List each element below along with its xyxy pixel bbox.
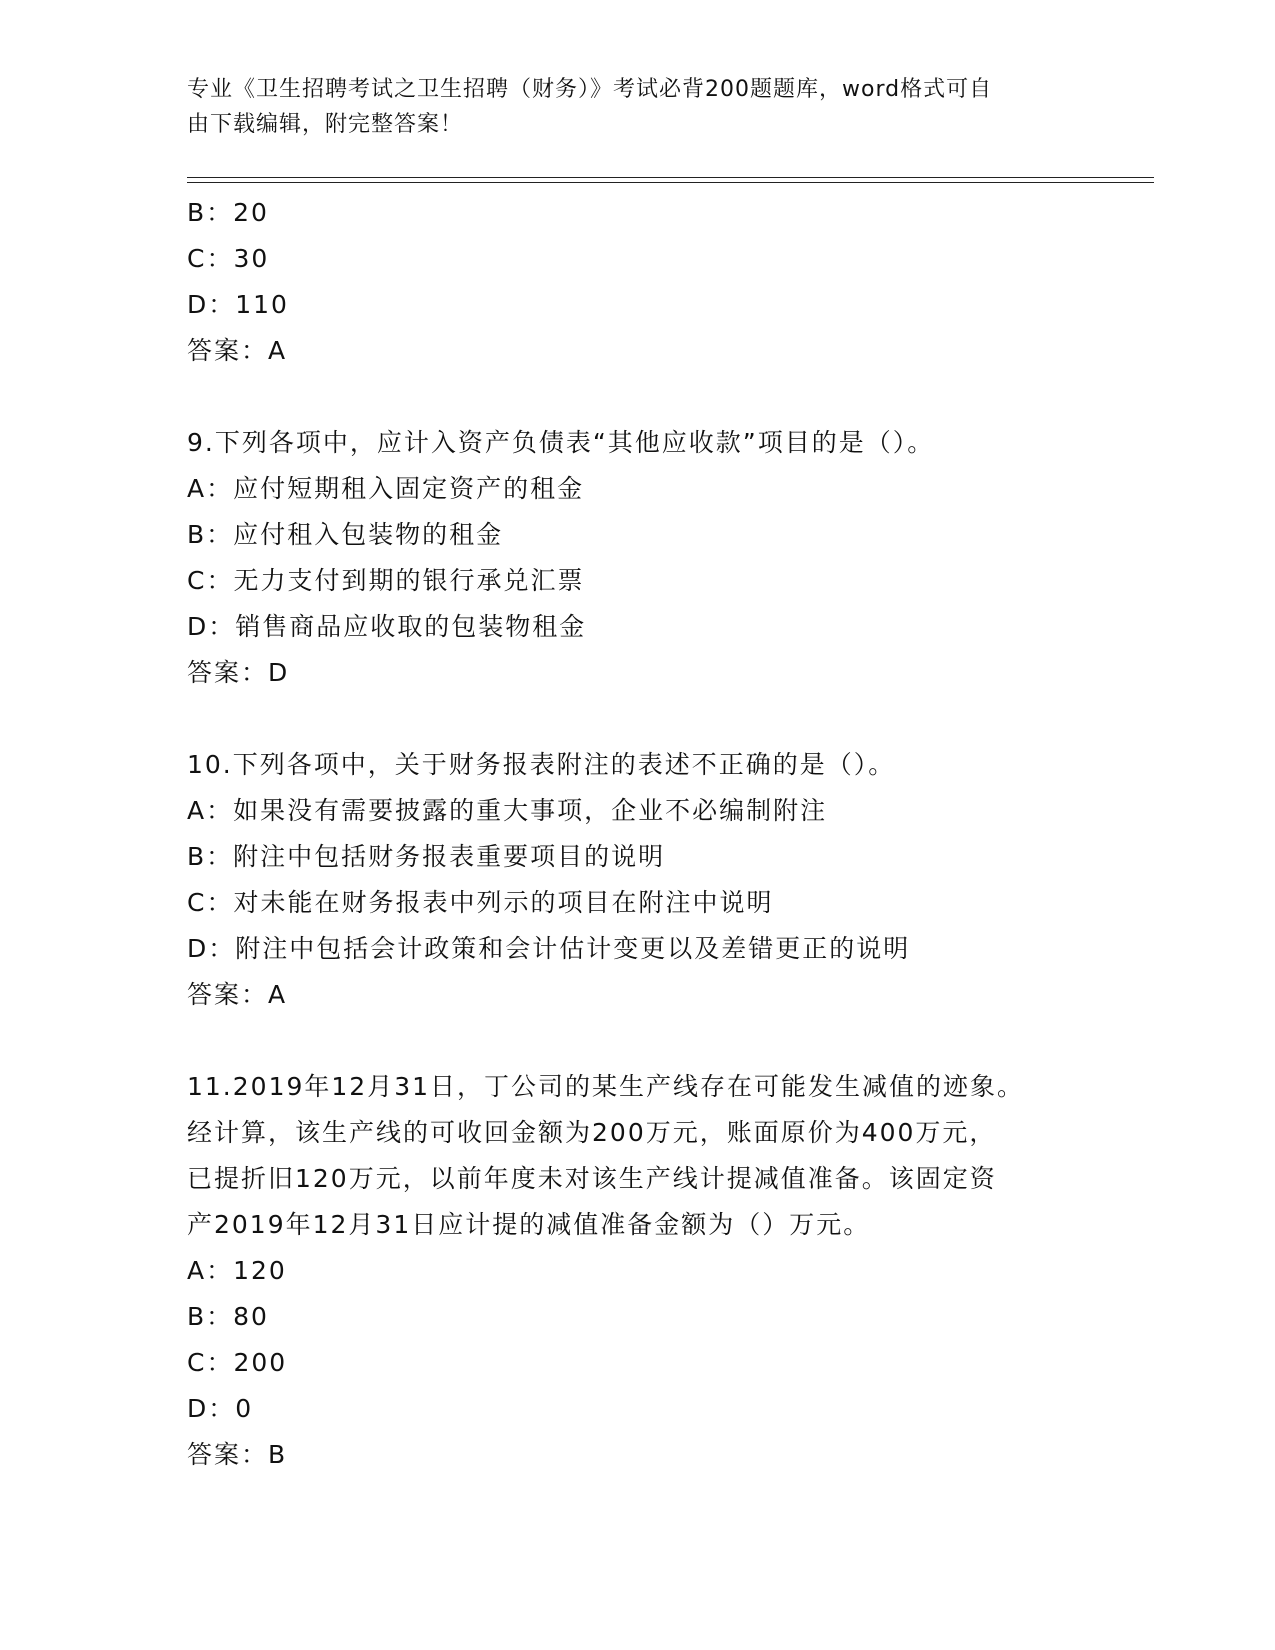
option-d: D：0	[187, 1394, 254, 1423]
header-divider-thick	[187, 177, 1154, 178]
option-d: D：110	[187, 290, 289, 319]
option-b: B：80	[187, 1302, 269, 1331]
option-a: A：应付短期租入固定资产的租金	[187, 474, 585, 503]
spacer	[187, 696, 1087, 742]
option-a: A：120	[187, 1256, 287, 1285]
answer-line: 答案：D	[187, 658, 290, 687]
header-line-1: 专业《卫生招聘考试之卫生招聘（财务）》考试必背200题题库，word格式可自	[187, 77, 993, 102]
spacer	[187, 1018, 1087, 1064]
document-header	[187, 72, 1067, 142]
question-stem-line: 11.2019年12月31日，丁公司的某生产线存在可能发生减值的迹象。	[187, 1072, 1025, 1101]
question-9	[187, 420, 1087, 696]
answer-line: 答案：B	[187, 1440, 288, 1469]
question-10	[187, 742, 1087, 1018]
question-stem: 10.下列各项中，关于财务报表附注的表述不正确的是（）。	[187, 750, 896, 779]
question-stem: 9.下列各项中，应计入资产负债表“其他应收款”项目的是（）。	[187, 428, 935, 457]
option-d: D：附注中包括会计政策和会计估计变更以及差错更正的说明	[187, 934, 911, 963]
option-a: A：如果没有需要披露的重大事项，企业不必编制附注	[187, 796, 828, 825]
option-b: B：应付租入包装物的租金	[187, 520, 504, 549]
question-stem-line: 经计算，该生产线的可收回金额为200万元，账面原价为400万元，	[187, 1118, 997, 1147]
option-c: C：200	[187, 1348, 288, 1377]
option-d: D：销售商品应收取的包装物租金	[187, 612, 587, 641]
question-8-tail	[187, 190, 1087, 374]
question-content	[187, 190, 1087, 1478]
spacer	[187, 374, 1087, 420]
answer-line: 答案：A	[187, 980, 288, 1009]
option-b: B：附注中包括财务报表重要项目的说明	[187, 842, 666, 871]
header-line-2: 由下载编辑，附完整答案！	[187, 112, 464, 137]
question-11	[187, 1064, 1087, 1478]
option-c: C：30	[187, 244, 270, 273]
question-stem-line: 已提折旧120万元，以前年度未对该生产线计提减值准备。该固定资	[187, 1164, 997, 1193]
option-c: C：无力支付到期的银行承兑汇票	[187, 566, 585, 595]
option-b: B：20	[187, 198, 269, 227]
question-stem-line: 产2019年12月31日应计提的减值准备金额为（）万元。	[187, 1210, 871, 1239]
answer-line: 答案：A	[187, 336, 288, 365]
header-divider-thin	[187, 182, 1154, 183]
option-c: C：对未能在财务报表中列示的项目在附注中说明	[187, 888, 774, 917]
